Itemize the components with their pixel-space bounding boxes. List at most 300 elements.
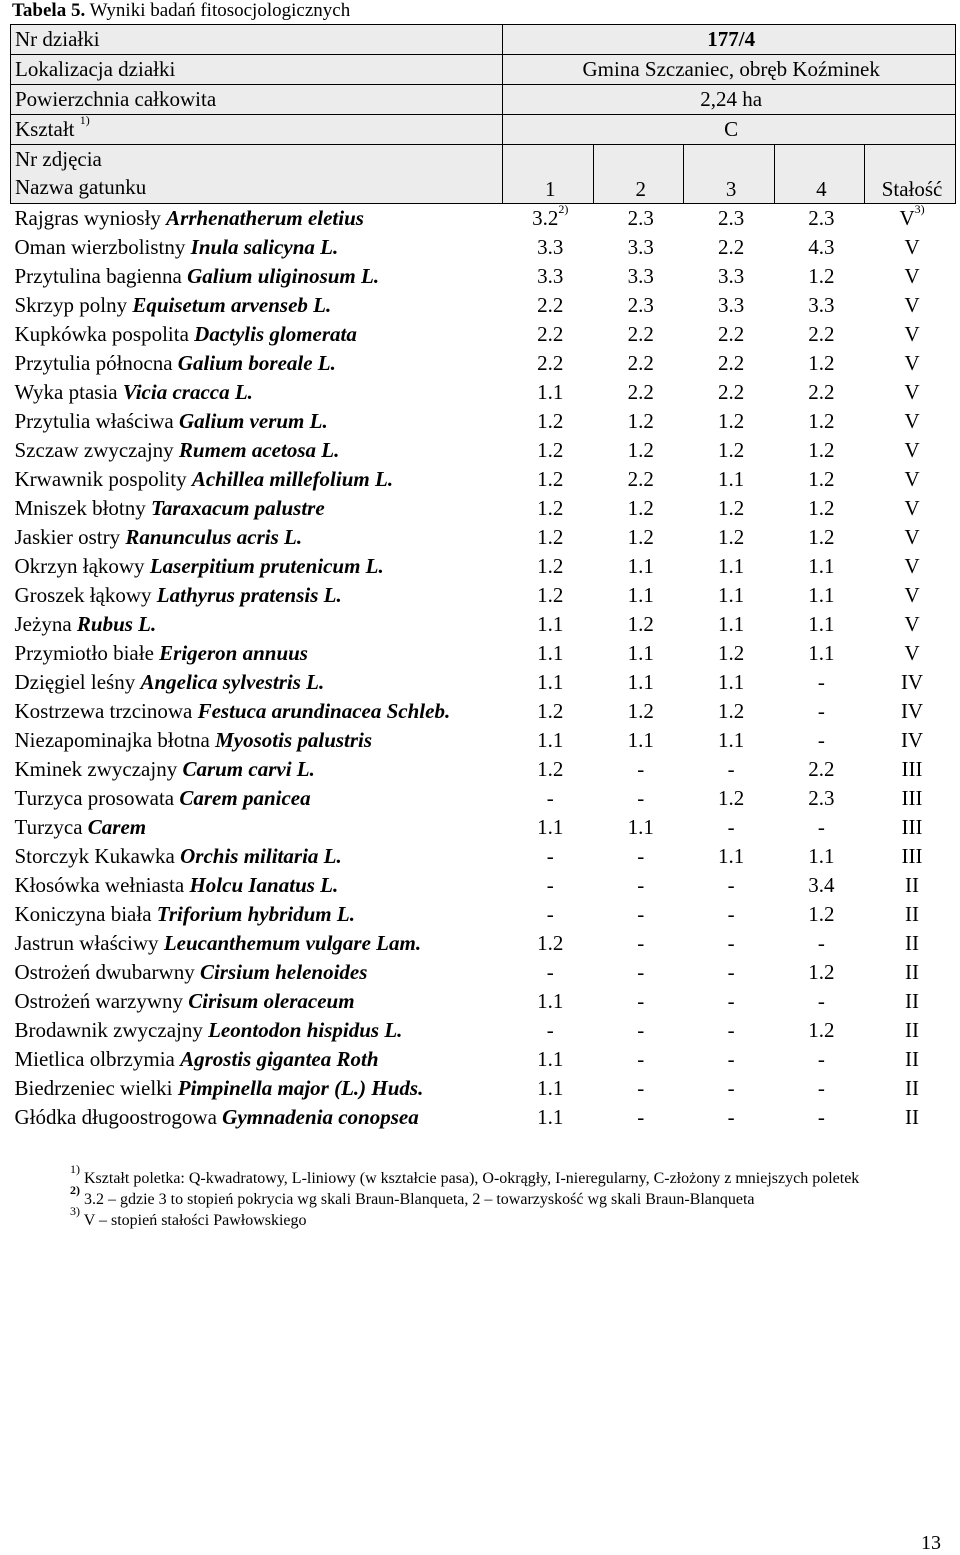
cover-value-1 <box>503 784 594 813</box>
cover-value-text: 1.2 <box>717 409 745 433</box>
species-name-cell <box>11 320 503 349</box>
cover-value-text: 1.1 <box>537 380 564 404</box>
species-polish-name: Kupkówka pospolita <box>14 322 195 346</box>
cover-value-text: 1.1 <box>627 583 654 607</box>
constancy-value <box>865 726 956 755</box>
cover-value-3 <box>684 552 774 581</box>
footnotes <box>70 1161 930 1231</box>
cover-value-2 <box>594 639 684 668</box>
cover-value-4 <box>774 871 864 900</box>
cover-value-text: 3.3 <box>627 264 654 288</box>
shape-footnote-mark: 1) <box>79 113 90 127</box>
cover-value-3 <box>684 494 774 523</box>
species-latin-name: Carum carvi L. <box>182 757 315 781</box>
header-row-location <box>11 55 956 85</box>
cover-value-text: 2.3 <box>627 293 654 317</box>
constancy-value <box>865 1016 956 1045</box>
cover-value-text: 3.3 <box>537 264 564 288</box>
species-polish-name: Jaskier ostry <box>14 525 126 549</box>
species-name-cell <box>11 755 503 784</box>
species-polish-name: Groszek łąkowy <box>14 583 157 607</box>
species-name-cell <box>11 639 503 668</box>
species-latin-name: Achillea millefolium L. <box>191 467 394 491</box>
cover-value-4 <box>774 958 864 987</box>
cover-value-text: - <box>727 989 735 1013</box>
constancy-value <box>865 668 956 697</box>
cover-value-text: 1.2 <box>537 699 564 723</box>
cover-value-text: - <box>727 931 735 955</box>
constancy-value <box>865 204 956 234</box>
cover-value-4 <box>774 494 864 523</box>
species-latin-name: Vicia cracca L. <box>122 380 253 404</box>
cover-value-1 <box>503 581 594 610</box>
cover-value-3 <box>684 320 774 349</box>
cover-value-3 <box>684 755 774 784</box>
footnote-text: Kształt poletka: Q-kwadratowy, L-liniowy (w kształcie pasa), O-okrągły, I-nieregularny, C-złożony z mniejszych poletek <box>80 1170 860 1187</box>
cover-value-3 <box>684 987 774 1016</box>
cover-value-text: 1.1 <box>627 815 654 839</box>
species-name-cell <box>11 842 503 871</box>
species-latin-name: Cirisum oleraceum <box>188 989 355 1013</box>
table-row <box>11 349 956 378</box>
cover-value-2 <box>594 929 684 958</box>
cover-value-text: 2.2 <box>627 467 654 491</box>
constancy-value <box>865 233 956 262</box>
cover-value-1 <box>503 900 594 929</box>
table-row <box>11 407 956 436</box>
table-row <box>11 755 956 784</box>
area-value: 2,24 ha <box>503 85 956 115</box>
cover-value-text: 1.2 <box>717 496 745 520</box>
constancy-value <box>865 784 956 813</box>
constancy-text: II <box>905 989 920 1013</box>
cover-value-text: 1.1 <box>537 989 564 1013</box>
constancy-text: V <box>904 525 920 549</box>
species-latin-name: Galium verum L. <box>178 409 328 433</box>
cover-value-4 <box>774 407 864 436</box>
cover-value-2 <box>594 1074 684 1103</box>
table-row <box>11 233 956 262</box>
cover-value-text: 2.2 <box>808 322 835 346</box>
cover-value-4 <box>774 291 864 320</box>
species-latin-name: Agrostis gigantea Roth <box>180 1047 379 1071</box>
species-latin-name: Cirsium helenoides <box>199 960 368 984</box>
column-header-1: 1 <box>503 145 594 204</box>
cover-value-text: 1.2 <box>537 525 564 549</box>
cover-value-4 <box>774 523 864 552</box>
cover-value-3 <box>684 436 774 465</box>
cover-value-3 <box>684 900 774 929</box>
cover-value-1 <box>503 1016 594 1045</box>
constancy-text: II <box>905 960 920 984</box>
species-name-cell <box>11 204 503 234</box>
cover-value-1 <box>503 1103 594 1132</box>
species-name-cell <box>11 1103 503 1132</box>
cover-value-text: - <box>637 902 645 926</box>
species-name-cell <box>11 958 503 987</box>
cover-value-1 <box>503 668 594 697</box>
footnote-mark: 2) <box>70 1182 80 1197</box>
cover-value-3 <box>684 871 774 900</box>
cover-value-3 <box>684 697 774 726</box>
cover-value-2 <box>594 813 684 842</box>
cover-value-2 <box>594 523 684 552</box>
cover-value-text: 1.1 <box>717 728 745 752</box>
constancy-text: V <box>904 264 920 288</box>
cover-value-3 <box>684 233 774 262</box>
cover-value-text: 1.1 <box>627 554 654 578</box>
cover-value-text: 1.1 <box>537 670 564 694</box>
species-name-cell <box>11 610 503 639</box>
constancy-text: V <box>904 496 920 520</box>
species-polish-name: Głódka długoostrogowa <box>14 1105 223 1129</box>
cover-value-text: - <box>727 960 735 984</box>
constancy-value <box>865 929 956 958</box>
cover-value-text: 1.1 <box>537 728 564 752</box>
cover-value-2 <box>594 581 684 610</box>
cover-value-4 <box>774 726 864 755</box>
species-latin-name: Angelica sylvestris L. <box>140 670 325 694</box>
species-name-cell <box>11 262 503 291</box>
table-row <box>11 320 956 349</box>
species-name-cell <box>11 494 503 523</box>
cover-value-text: - <box>637 873 645 897</box>
species-polish-name: Biedrzeniec wielki <box>14 1076 178 1100</box>
cover-value-text: - <box>727 1105 735 1129</box>
cover-value-2 <box>594 1103 684 1132</box>
cover-value-text: 1.2 <box>537 931 564 955</box>
cover-value-1 <box>503 552 594 581</box>
constancy-value <box>865 1103 956 1132</box>
species-latin-name: Lathyrus pratensis L. <box>156 583 342 607</box>
species-latin-name: Leontodon hispidus L. <box>208 1018 403 1042</box>
cover-value-text: - <box>817 728 825 752</box>
cover-value-2 <box>594 958 684 987</box>
species-polish-name: Jeżyna <box>14 612 77 636</box>
cover-value-1 <box>503 929 594 958</box>
cover-value-text: - <box>637 989 645 1013</box>
cover-value-2 <box>594 726 684 755</box>
cover-value-text: 1.2 <box>717 699 745 723</box>
constancy-value <box>865 291 956 320</box>
species-latin-name: Leucanthemum vulgare Lam. <box>163 931 422 955</box>
cover-value-text: - <box>727 873 735 897</box>
cover-value-text: - <box>546 786 554 810</box>
constancy-value <box>865 581 956 610</box>
constancy-value <box>865 349 956 378</box>
cover-value-text: - <box>637 960 645 984</box>
constancy-text: III <box>901 844 923 868</box>
table-row <box>11 987 956 1016</box>
cover-value-2 <box>594 465 684 494</box>
cover-value-4 <box>774 755 864 784</box>
cover-value-text: - <box>546 902 554 926</box>
cover-value-text: - <box>817 670 825 694</box>
constancy-value <box>865 465 956 494</box>
column-header-3: 3 <box>684 145 774 204</box>
species-latin-name: Pimpinella major (L.) Huds. <box>177 1076 424 1100</box>
cover-value-4 <box>774 842 864 871</box>
table-row <box>11 552 956 581</box>
cover-value-text: - <box>817 1047 825 1071</box>
cover-value-1 <box>503 436 594 465</box>
cover-value-text: 2.3 <box>808 206 835 230</box>
constancy-value <box>865 407 956 436</box>
cover-value-1 <box>503 958 594 987</box>
cover-value-text: 1.2 <box>808 438 835 462</box>
constancy-value <box>865 813 956 842</box>
constancy-text: V <box>904 293 920 317</box>
species-latin-name: Carem <box>87 815 147 839</box>
cover-value-2 <box>594 233 684 262</box>
table-row <box>11 204 956 234</box>
cover-value-1 <box>503 291 594 320</box>
species-name-cell <box>11 1016 503 1045</box>
cover-value-2 <box>594 610 684 639</box>
cover-value-text: - <box>727 902 735 926</box>
species-name-cell <box>11 871 503 900</box>
cover-value-text: 1.2 <box>537 496 564 520</box>
cover-value-text: - <box>727 1076 735 1100</box>
cover-value-text: 2.2 <box>627 380 654 404</box>
cover-value-text: 2.2 <box>537 322 564 346</box>
cover-value-text: 1.2 <box>808 960 835 984</box>
cover-value-text: 1.2 <box>808 351 835 375</box>
cover-value-2 <box>594 755 684 784</box>
footnote-text: 3.2 – gdzie 3 to stopień pokrycia wg skali Braun-Blanqueta, 2 – towarzyskość wg skali Braun-Blanqueta <box>80 1191 755 1208</box>
species-polish-name: Kłosówka wełniasta <box>14 873 190 897</box>
cover-value-text: 3.3 <box>537 235 564 259</box>
constancy-text: V <box>904 322 920 346</box>
photo-species-label-cell <box>11 145 503 204</box>
shape-label-cell <box>11 115 503 145</box>
species-polish-name: Brodawnik zwyczajny <box>14 1018 209 1042</box>
cover-value-text: 3.3 <box>717 293 745 317</box>
species-polish-name: Oman wierzbolistny <box>14 235 191 259</box>
shape-value: C <box>503 115 956 145</box>
constancy-text: III <box>901 815 923 839</box>
cover-value-1 <box>503 1074 594 1103</box>
species-latin-name: Galium uliginosum L. <box>187 264 380 288</box>
table-row <box>11 668 956 697</box>
cover-value-4 <box>774 1074 864 1103</box>
species-latin-name: Erigeron annuus <box>159 641 308 665</box>
cover-value-4 <box>774 262 864 291</box>
constancy-text: V <box>904 583 920 607</box>
column-header-4: 4 <box>774 145 864 204</box>
table-row <box>11 581 956 610</box>
cover-value-text: - <box>546 960 554 984</box>
cover-value-text: 1.1 <box>717 844 745 868</box>
constancy-value <box>865 552 956 581</box>
cover-value-3 <box>684 349 774 378</box>
cover-value-text: 2.2 <box>808 757 835 781</box>
area-label: Powierzchnia całkowita <box>11 85 503 115</box>
cover-value-1 <box>503 204 594 234</box>
footnote <box>70 1161 930 1189</box>
species-latin-name: Gymnadenia conopsea <box>222 1105 419 1129</box>
table-row <box>11 436 956 465</box>
constancy-text: IV <box>900 699 924 723</box>
phytosociology-table <box>10 24 956 1132</box>
cover-value-3 <box>684 668 774 697</box>
species-latin-name: Equisetum arvenseb L. <box>132 293 332 317</box>
species-polish-name: Rajgras wyniosły <box>14 206 167 230</box>
cover-value-text: - <box>727 815 735 839</box>
footnote-mark: 1) <box>70 1161 80 1176</box>
cover-value-1 <box>503 378 594 407</box>
cover-value-text: 1.1 <box>808 612 835 636</box>
cover-value-text: 1.2 <box>717 438 745 462</box>
species-name-cell <box>11 697 503 726</box>
species-polish-name: Krwawnik pospolity <box>14 467 192 491</box>
cover-value-2 <box>594 320 684 349</box>
cover-value-text: 3.2 <box>532 206 559 230</box>
species-latin-name: Laserpitium prutenicum L. <box>149 554 384 578</box>
header-row-shape <box>11 115 956 145</box>
constancy-text: II <box>905 1047 920 1071</box>
cover-value-text: 2.3 <box>717 206 745 230</box>
cover-value-text: - <box>637 1018 645 1042</box>
cover-value-text: 1.1 <box>808 583 835 607</box>
constancy-text: II <box>905 931 920 955</box>
cover-value-4 <box>774 552 864 581</box>
constancy-value <box>865 262 956 291</box>
species-polish-name: Koniczyna biała <box>14 902 157 926</box>
column-header-2: 2 <box>594 145 684 204</box>
cover-value-text: 2.2 <box>627 322 654 346</box>
cover-value-text: 1.2 <box>808 496 835 520</box>
cover-value-1 <box>503 987 594 1016</box>
cover-value-text: 1.1 <box>808 554 835 578</box>
constancy-value <box>865 871 956 900</box>
cover-value-4 <box>774 233 864 262</box>
cover-value-4 <box>774 697 864 726</box>
cover-value-2 <box>594 494 684 523</box>
cover-value-text: 1.1 <box>717 554 745 578</box>
table-row <box>11 639 956 668</box>
constancy-value <box>865 958 956 987</box>
species-polish-name: Szczaw zwyczajny <box>14 438 179 462</box>
page-number: 13 <box>921 1532 941 1554</box>
table-row <box>11 726 956 755</box>
cover-value-2 <box>594 871 684 900</box>
cover-value-3 <box>684 262 774 291</box>
constancy-text: II <box>905 902 920 926</box>
column-header-constancy: Stałość <box>865 145 956 204</box>
species-name-cell <box>11 378 503 407</box>
table-row <box>11 523 956 552</box>
cover-value-1 <box>503 639 594 668</box>
cover-value-3 <box>684 378 774 407</box>
cover-value-text: 1.2 <box>808 525 835 549</box>
cover-value-1 <box>503 349 594 378</box>
cover-value-1 <box>503 407 594 436</box>
cover-value-4 <box>774 1016 864 1045</box>
footnote <box>70 1203 930 1231</box>
cover-value-4 <box>774 610 864 639</box>
cover-value-2 <box>594 784 684 813</box>
shape-label: Kształt <box>15 117 75 141</box>
species-latin-name: Inula salicyna L. <box>190 235 339 259</box>
cover-value-2 <box>594 407 684 436</box>
table-caption-text: Wyniki badań fitosocjologicznych <box>85 0 351 21</box>
cover-value-text: 1.1 <box>717 612 745 636</box>
cover-value-2 <box>594 900 684 929</box>
cover-value-text: 2.2 <box>627 351 654 375</box>
cover-value-2 <box>594 1016 684 1045</box>
photo-number-label: Nr zdjęcia <box>15 147 102 171</box>
species-polish-name: Kostrzewa trzcinowa <box>14 699 198 723</box>
species-latin-name: Holcu Ianatus L. <box>189 873 339 897</box>
cover-value-2 <box>594 378 684 407</box>
table-row <box>11 958 956 987</box>
cover-value-1 <box>503 320 594 349</box>
cover-value-text: 2.2 <box>808 380 835 404</box>
constancy-value <box>865 1074 956 1103</box>
constancy-text: V <box>904 612 920 636</box>
cover-value-1 <box>503 871 594 900</box>
cover-value-3 <box>684 784 774 813</box>
footnote-mark: 2) <box>558 202 569 216</box>
cover-value-text: - <box>817 815 825 839</box>
species-name-cell <box>11 929 503 958</box>
table-caption <box>12 0 350 22</box>
location-value: Gmina Szczaniec, obręb Koźminek <box>503 55 956 85</box>
cover-value-text: 1.2 <box>627 496 654 520</box>
table-row <box>11 813 956 842</box>
species-latin-name: Dactylis glomerata <box>194 322 357 346</box>
constancy-value <box>865 610 956 639</box>
cover-value-3 <box>684 842 774 871</box>
constancy-text: V <box>904 641 920 665</box>
species-name-cell <box>11 813 503 842</box>
cover-value-text: 1.2 <box>537 409 564 433</box>
constancy-text: V <box>904 235 920 259</box>
cover-value-text: 1.2 <box>717 525 745 549</box>
cover-value-text: 2.2 <box>537 293 564 317</box>
cover-value-text: 1.2 <box>808 409 835 433</box>
cover-value-1 <box>503 494 594 523</box>
species-name-cell <box>11 1074 503 1103</box>
constancy-value <box>865 900 956 929</box>
species-name-cell <box>11 784 503 813</box>
species-name-cell <box>11 349 503 378</box>
table-row <box>11 697 956 726</box>
constancy-text: V <box>904 554 920 578</box>
cover-value-text: 1.2 <box>537 757 564 781</box>
cover-value-text: 2.3 <box>808 786 835 810</box>
location-label: Lokalizacja działki <box>11 55 503 85</box>
footnote-text: V – stopień stałości Pawłowskiego <box>80 1212 307 1229</box>
species-polish-name: Przytulia właściwa <box>14 409 179 433</box>
cover-value-3 <box>684 407 774 436</box>
cover-value-4 <box>774 813 864 842</box>
cover-value-text: - <box>637 844 645 868</box>
constancy-text: II <box>905 1076 920 1100</box>
table-row <box>11 900 956 929</box>
cover-value-1 <box>503 726 594 755</box>
cover-value-text: - <box>817 989 825 1013</box>
species-polish-name: Niezapominajka błotna <box>14 728 216 752</box>
species-polish-name: Ostrożeń dwubarwny <box>14 960 200 984</box>
cover-value-text: 1.1 <box>627 670 654 694</box>
constancy-text: IV <box>900 728 924 752</box>
cover-value-text: - <box>546 1018 554 1042</box>
cover-value-3 <box>684 639 774 668</box>
species-name-cell <box>11 436 503 465</box>
cover-value-1 <box>503 755 594 784</box>
